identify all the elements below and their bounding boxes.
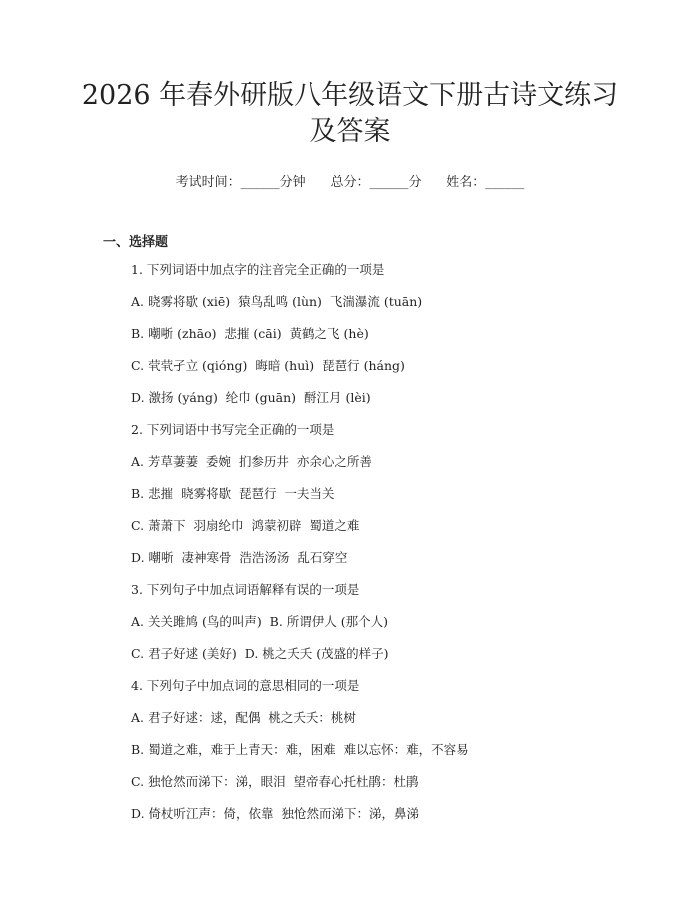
- question-4-option-b: B. 蜀道之难，难于上青天：难，困难 难以忘怀：难，不容易: [131, 742, 469, 757]
- question-2: 2. 下列词语中书写完全正确的一项是: [131, 422, 335, 437]
- question-4-option-d: D. 倚杖听江声：倚，依靠 独怆然而涕下：涕，鼻涕: [131, 806, 419, 821]
- question-1-option-a: A. 晓雾将歇 (xiē) 猿鸟乱鸣 (lùn) 飞湍瀑流 (tuān): [131, 294, 423, 309]
- question-2-option-d: D. 嘲哳 凄神寒骨 浩浩汤汤 乱石穿空: [131, 550, 348, 565]
- question-2-option-a: A. 芳草萋萋 委婉 扪参历井 亦余心之所善: [131, 454, 372, 469]
- question-3-options-ab: A. 关关雎鸠 (鸟的叫声) B. 所谓伊人 (那个人): [131, 614, 389, 629]
- question-4-option-a: A. 君子好逑：逑，配偶 桃之夭夭：桃树: [131, 710, 356, 725]
- question-1-option-d: D. 激扬 (yáng) 纶巾 (guān) 酹江月 (lèi): [131, 390, 371, 405]
- question-1-option-b: B. 嘲哳 (zhāo) 悲摧 (cāi) 黄鹤之飞 (hè): [131, 326, 369, 341]
- total-score-field: 总分：______分: [330, 175, 422, 190]
- question-4-option-c: C. 独怆然而涕下：涕，眼泪 望帝春心托杜鹃：杜鹃: [131, 774, 419, 789]
- question-2-option-c: C. 萧萧下 羽扇纶巾 鸿蒙初辟 蜀道之难: [131, 518, 360, 533]
- title-line-2: 及答案: [309, 116, 391, 147]
- question-3: 3. 下列句子中加点词语解释有误的一项是: [131, 582, 360, 597]
- question-1: 1. 下列词语中加点字的注音完全正确的一项是: [131, 262, 385, 277]
- exam-info: [0, 171, 700, 190]
- title-line-1: 2026 年春外研版八年级语文下册古诗文练习: [81, 80, 619, 111]
- question-list: [131, 262, 469, 838]
- section-heading: 一、选择题: [103, 235, 169, 250]
- exam-time-field: 考试时间：______分钟: [175, 175, 306, 190]
- question-3-options-cd: C. 君子好逑 (美好) D. 桃之夭夭 (茂盛的样子): [131, 646, 389, 661]
- document-title: [0, 78, 700, 150]
- question-2-option-b: B. 悲摧 晓雾将歇 琵琶行 一夫当关: [131, 486, 335, 501]
- question-4: 4. 下列句子中加点词的意思相同的一项是: [131, 678, 360, 693]
- question-1-option-c: C. 茕茕孑立 (qióng) 晦暗 (huì) 琵琶行 (háng): [131, 358, 405, 373]
- name-field: 姓名：______: [446, 175, 525, 190]
